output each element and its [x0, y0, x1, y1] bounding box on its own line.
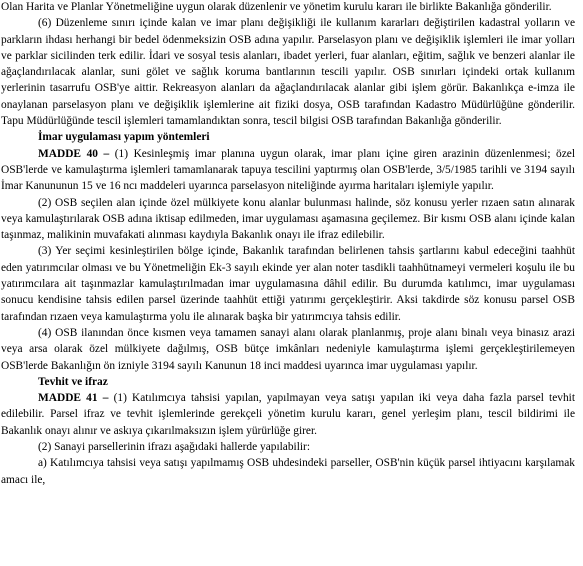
madde-41-label: MADDE 41 – — [38, 392, 109, 405]
madde-41-text: (1) Katılımcıya tahsisi yapılan, yapılmayan veya satışı yapılan iki veya daha fazla parsel tevhit edilebilir. Parsel ifraz ve tevhit işlemlerinde gerekçeli yönetim kurulu kararı, genel yerleşim planı, tescil bildirimi ile Bakanlık onayı alınır ve askıya çıkarılmaksızın işlem yürürlüğe girer. — [1, 392, 575, 437]
madde-40-label: MADDE 40 – — [38, 147, 110, 160]
madde-40-paragraph-2: (2) OSB seçilen alan içinde özel mülkiyete konu alanlar bulunması halinde, söz konusu yerler rızaen satın alınarak veya kamulaştırılarak OSB adına iktisap edilmeden, imar uygulaması aşamasına geçilemez. Bir kısmı OSB alanı içinde kalan taşınmaz, malikinin muvafakati alınması kaydıyla Bakanlık onayı ile ifraz edilebilir. — [1, 196, 575, 242]
madde-41-paragraph-1 — [1, 390, 575, 439]
madde-40-text: (1) Kesinleşmiş imar planına uygun olarak, imar planı içine giren arazinin düzenlenmesi; özel OSB'lerde ve kamulaştırma işlemleri tamamlanarak tapuya tescilini yaptırmış olan OSB'lerde, 3/5/1985 tarihli ve 3194 sayılı İmar Kanununun 15 ve 16 ncı maddeleri uyarınca parselasyon niteliğinde ayırma haritaları işlemiyle yapılır. — [1, 147, 575, 193]
madde-40-paragraph-4: (4) OSB ilanından önce kısmen veya tamamen sanayi alanı olarak planlanmış, proje alanı binalı veya binasız arazi veya arsa olarak özel mülkiyete dağılmış, OSB bütçe imkânları nedeniyle kamulaştırma işlemi gerçekleştirilemeyen OSB'lerde Bakanlığın ön izniyle 3194 sayılı Kanunun 18 inci maddesi uyarınca imar uygulaması yapılır. — [1, 326, 575, 372]
paragraph-6: (6) Düzenleme sınırı içinde kalan ve imar planı değişikliği ile kullanım kararları değiştirilen kadastral yolların ve parkların ihdası herhangi bir bedel ödenmeksizin OSB adına yapılır. Parselasyon planı ve değişiklik işlemleri ile imar yolları ve parklar sicilinden terk edilir. İdari ve sosyal tesis alanları, ibadet yerleri, fuar alanları, eğitim, sağlık ve benzeri alanlar ile ağaçlandırılacak alanlar, suni gölet ve sağlık koruma bantlarının tescili yapılır. OSB sınırları içindeki ortak kullanım yerlerinin tasarrufu OSB'ye aittir. Rekreasyon alanları da ağaçlandırılacak alanlar gibi işlem görür. Bakanlıkça e-imza ile onaylanan parselasyon planı ve değişiklik işlemlerine ait fiziki dosya, OSB tarafından Kadastro Müdürlüğüne gönderilir. Tapu Müdürlüğünde tescil işlemleri tamamlandıktan sonra, tescil bilgisi OSB tarafından Bakanlığa gönderilir. — [1, 17, 575, 128]
madde-41-item-a: a) Katılımcıya tahsisi veya satışı yapılmamış OSB uhdesindeki parseller, OSB'nin küçük parsel ihtiyacını karşılamak amacı ile, — [1, 457, 575, 486]
madde-41-paragraph-2: (2) Sanayi parsellerinin ifrazı aşağıdaki hallerde yapılabilir: — [38, 441, 311, 454]
section-heading-tevhit-ifraz: Tevhit ve ifraz — [38, 375, 108, 388]
madde-40-paragraph-3: (3) Yer seçimi kesinleştirilen bölge içinde, Bakanlık tarafından belirlenen tahsis şartlarını kabul edeceğini taahhüt eden yatırımcılar olması ve bu Yönetmeliğin Ek-3 sayılı ekinde yer alan noter tasdikli taahhütnameyi vermeleri koşulu ile bu yatırımcılara ait taşınmazlar kamulaştırılmadan imar uygulamasına dâhil edilir. Bu durumda katılımcı, imar uygulaması sonucu kendisine tahsis edilen parsel üzerinde taahhüt ettiği yatırımı gerçekleştirir. Aksi takdirde söz konusu parsel OSB tarafından rızaen veya kamulaştırma yolu ile alınarak başka bir yatırımcıya tahsis edilir. — [1, 245, 575, 323]
section-heading-imar-uygulamasi: İmar uygulaması yapım yöntemleri — [38, 131, 210, 144]
madde-40-paragraph-1 — [1, 146, 575, 195]
paragraph-continuation: Olan Harita ve Planlar Yönetmeliğine uygun olarak düzenlenir ve yönetim kurulu kararı ile birlikte Bakanlığa gönderilir. — [1, 1, 552, 13]
